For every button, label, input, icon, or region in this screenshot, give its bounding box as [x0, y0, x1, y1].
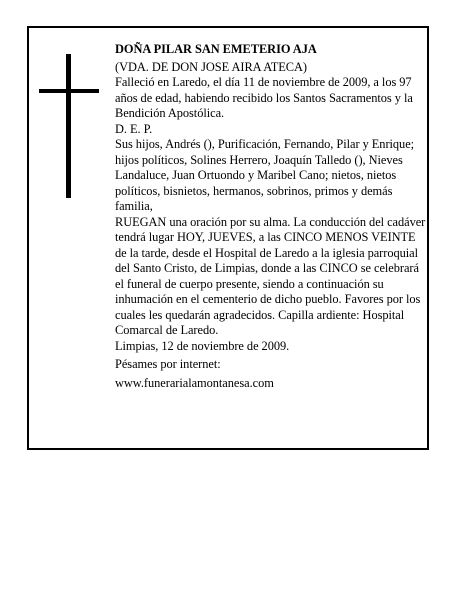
- condolences-label: Pésames por internet:: [115, 357, 221, 371]
- notice-body: [115, 42, 427, 391]
- obituary-notice: [27, 26, 429, 450]
- cross-vertical-bar: [66, 54, 71, 198]
- place-date: Limpias, 12 de noviembre de 2009.: [115, 338, 290, 353]
- family-list: Sus hijos, Andrés (), Purificación, Fernando, Pilar y Enrique; hijos políticos, Solines Herrero, Joaquín Talledo (), Nieves Landaluce, Juan Ortuondo y Maribel Cano; nietos, nietos políticos, bisnietos, hermanos, sobrinos, primos y demás familia,: [115, 137, 415, 213]
- cross-horizontal-bar: [39, 89, 99, 93]
- funeral-request: RUEGAN una oración por su alma. La conducción del cadáver tendrá lugar HOY, JUEVES, a las CINCO MENOS VEINTE de la tarde, desde el Hospital de Laredo a la iglesia parroquial del Santo Cristo, de Limpias, donde a las CINCO se celebrará el funeral de cuerpo presente, siendo a continuación su inhumación en el cementerio de dicho pueblo. Favores por los cuales les quedarán agradecidos. Capilla ardiente: Hospital Comarcal de Laredo.: [115, 214, 426, 337]
- dep-line: D. E. P.: [115, 121, 153, 136]
- website-link[interactable]: www.funerarialamontanesa.com: [115, 375, 274, 390]
- cross-icon: [39, 54, 99, 198]
- death-announcement: Falleció en Laredo, el día 11 de noviembre de 2009, a los 97 años de edad, habiendo recibido los Santos Sacramentos y la Bendición Apostólica.: [115, 75, 413, 120]
- deceased-name: DOÑA PILAR SAN EMETERIO AJA: [115, 42, 317, 56]
- widow-of-line: (VDA. DE DON JOSE AIRA ATECA): [115, 59, 307, 74]
